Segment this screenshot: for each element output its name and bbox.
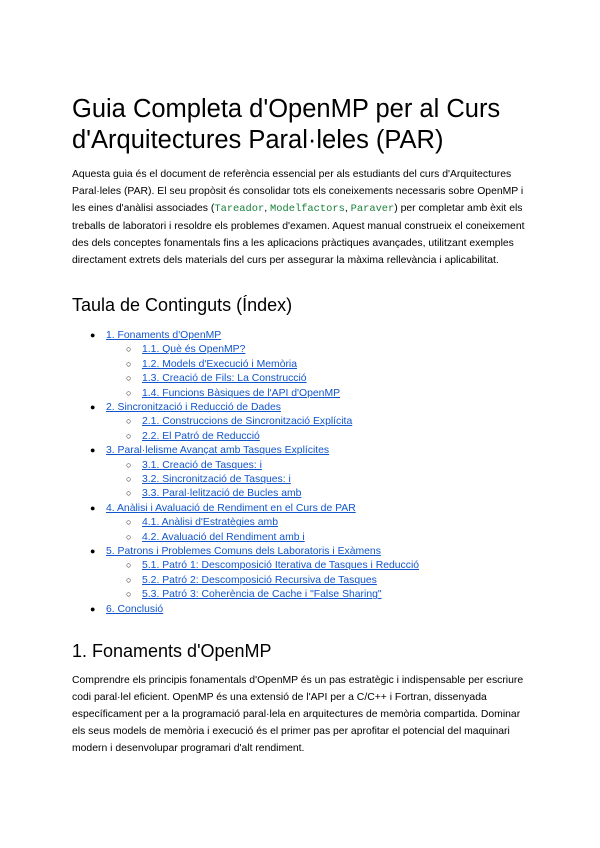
toc-subitem [126, 558, 419, 572]
toc-sublink[interactable]: 2.2. El Patró de Reducció [142, 430, 260, 442]
toc-sublink[interactable]: 1.1. Què és OpenMP? [142, 344, 246, 356]
toc-sublink[interactable]: 2.1. Construccions de Sincronització Explícita [142, 416, 353, 428]
bullet-icon: ● [90, 546, 96, 556]
toc-subitem [126, 515, 278, 529]
toc-subitem [126, 414, 352, 428]
hollow-bullet-icon: ○ [126, 474, 132, 484]
toc-subitem [126, 342, 245, 356]
bullet-icon: ● [90, 402, 96, 412]
toc-subitem [126, 530, 305, 544]
hollow-bullet-icon: ○ [126, 574, 132, 585]
intro-text-2: ) per completar amb èxit els treballs de laboratori i resoldre els problemes d'examen. Aquest manual construeix el coneixement des dels conceptes fonamentals fins a les aplicacions pràctiques avançades, utilitzant exemples directament extrets dels materials del curs per assegurar la màxima rellevància i aplicabilitat. [72, 203, 525, 267]
toc-subitem [126, 587, 382, 601]
toc-link[interactable]: 4. Anàlisi i Avaluació de Rendiment en el Curs de PAR [106, 502, 356, 514]
hollow-bullet-icon: ○ [126, 488, 132, 499]
bullet-icon: ● [90, 330, 96, 340]
hollow-bullet-icon: ○ [126, 459, 132, 470]
toc-sublink[interactable]: 4.1. Anàlisi d'Estratègies amb [142, 517, 278, 529]
toc-link[interactable]: 1. Fonaments d'OpenMP [106, 330, 222, 341]
toc-sublink[interactable]: 4.2. Avaluació del Rendiment amb i [142, 531, 305, 543]
toc-subitem [126, 458, 262, 472]
bullet-icon: ● [90, 502, 96, 513]
hollow-bullet-icon: ○ [126, 589, 132, 600]
hollow-bullet-icon: ○ [126, 531, 132, 542]
toc-sublink[interactable]: 5.1. Patró 1: Descomposició Iterativa de Tasques i Reducció [142, 560, 420, 572]
toc-item [90, 544, 381, 558]
toc-sublink[interactable]: 1.2. Models d'Execució i Memòria [142, 358, 298, 370]
section-1-heading: 1. Fonaments d'OpenMP [72, 641, 272, 661]
intro-sep-1: , [264, 203, 271, 215]
toc-heading: Taula de Continguts (Índex) [72, 295, 293, 315]
hollow-bullet-icon: ○ [126, 387, 132, 398]
toc-item [90, 400, 281, 414]
hollow-bullet-icon: ○ [126, 517, 132, 528]
toc-link[interactable]: 5. Patrons i Problemes Comuns dels Laboratoris i Exàmens [106, 546, 381, 557]
intro-sep-2: , [344, 203, 351, 215]
toc-sublink[interactable]: 5.2. Patró 2: Descomposició Recursiva de Tasques [142, 574, 377, 586]
toc-link[interactable]: 3. Paral·lelisme Avançat amb Tasques Explícites [106, 445, 330, 457]
intro-text-1: Aquesta guia és el document de referència essencial per als estudiants del curs d'Arquitectures Paral·leles (PAR). El seu propòsit és consolidar tots els coneixements necessaris sobre OpenMP i les eines d'anàlisi associades ( [72, 169, 524, 215]
toc-item [90, 443, 329, 457]
hollow-bullet-icon: ○ [126, 416, 132, 427]
hollow-bullet-icon: ○ [126, 358, 132, 369]
toc-sublink[interactable]: 5.3. Patró 3: Coherència de Cache i "False Sharing" [142, 589, 382, 601]
toc-item [90, 501, 356, 515]
code-tareador: Tareador [214, 203, 265, 216]
toc-item [90, 602, 163, 616]
toc-subitem [126, 386, 340, 400]
toc-link[interactable]: 6. Conclusió [106, 603, 164, 615]
toc-subitem [126, 486, 301, 500]
toc-sublink[interactable]: 1.4. Funcions Bàsiques de l'API d'OpenMP [142, 387, 341, 399]
bullet-icon: ● [90, 445, 96, 456]
toc-subitem [126, 371, 307, 385]
hollow-bullet-icon: ○ [126, 373, 132, 384]
toc-subitem [126, 429, 260, 443]
toc-subitem [126, 357, 297, 371]
toc-sublink[interactable]: 3.1. Creació de Tasques: i [142, 459, 262, 471]
hollow-bullet-icon: ○ [126, 430, 132, 441]
toc-sublink[interactable]: 3.2. Sincronització de Tasques: i [142, 474, 291, 485]
toc-item [90, 328, 221, 342]
toc-link[interactable]: 2. Sincronització i Reducció de Dades [106, 402, 282, 413]
intro-paragraph [72, 166, 534, 270]
toc-sublink[interactable]: 3.3. Paral·lelització de Bucles amb [142, 488, 302, 500]
code-paraver: Paraver [350, 203, 395, 216]
hollow-bullet-icon: ○ [126, 344, 132, 355]
page-title: Guia Completa d'OpenMP per al Curs d'Arquitectures Paral·leles (PAR) [72, 95, 501, 154]
toc-subitem [126, 573, 377, 587]
section-1-body: Comprendre els principis fonamentals d'OpenMP és un pas estratègic i indispensable per escriure codi paral·lel eficient. OpenMP és una extensió de l'API per a C/C++ i Fortran, dissenyada específicament per a la programació paral·lela en arquitectures de memòria compartida. Dominar els seus models de memòria i execució és el primer pas per aprofitar el potencial del maquinari modern i desenvolupar programari d'alt rendiment. [72, 675, 524, 755]
toc-subitem [126, 472, 291, 486]
bullet-icon: ● [90, 603, 96, 614]
code-modelfactors: Modelfactors [270, 203, 345, 216]
hollow-bullet-icon: ○ [126, 560, 132, 571]
toc-sublink[interactable]: 1.3. Creació de Fils: La Construcció [142, 373, 307, 385]
